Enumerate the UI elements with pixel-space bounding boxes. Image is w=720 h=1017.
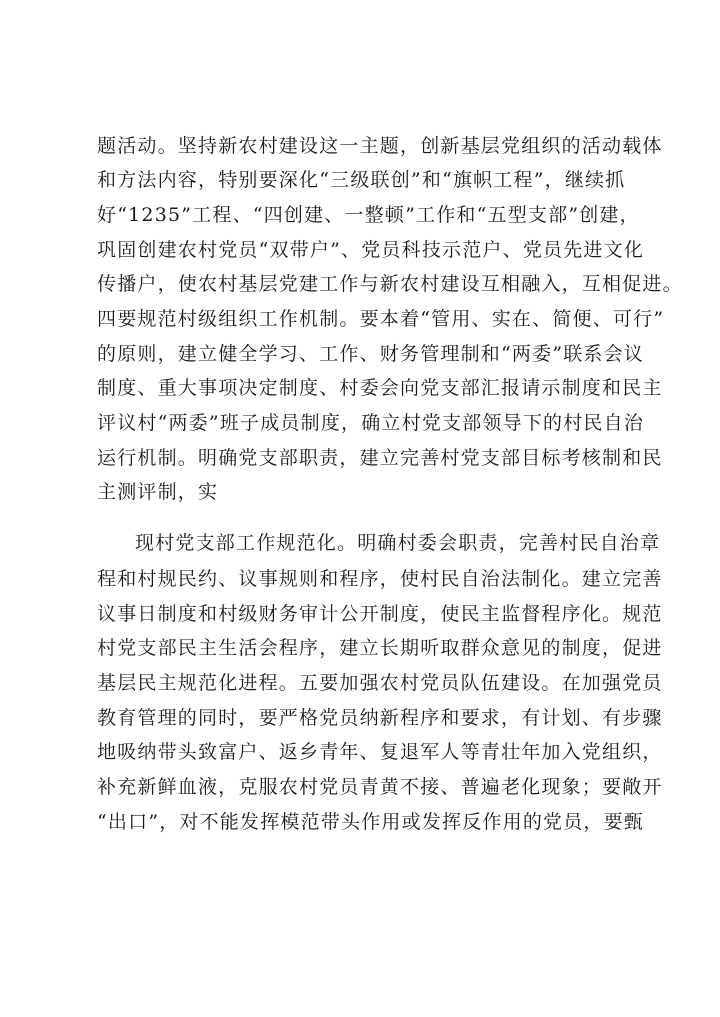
text-line: 地吸纳带头致富户、返乡青年、复退军人等青壮年加入党组织，: [97, 741, 663, 763]
text-line: “出口”，对不能发挥模范带头作用或发挥反作用的党员，要甄: [97, 811, 645, 833]
text-line: 好“1235”工程、“四创建、一整顿”工作和“五型支部”创建，: [97, 204, 640, 226]
text-line: 教育管理的同时，要严格党员纳新程序和要求，有计划、有步骤: [97, 707, 663, 729]
text-line: 基层民主规范化进程。五要加强农村党员队伍建设。在加强党员: [97, 672, 663, 694]
text-line: 巩固创建农村党员“双带户”、党员科技示范户、党员先进文化: [97, 239, 645, 261]
text-line: 题活动。坚持新农村建设这一主题，创新基层党组织的活动载体: [97, 135, 663, 157]
text-line: 补充新鲜血液，克服农村党员青黄不接、普遍老化现象；要敞开: [97, 776, 663, 798]
text-line: 制度、重大事项决定制度、村委会向党支部汇报请示制度和民主: [97, 377, 663, 399]
text-line: 评议村“两委”班子成员制度，确立村党支部领导下的村民自治: [97, 412, 645, 434]
text-line: 四要规范村级组织工作机制。要本着“管用、实在、简便、可行”: [97, 308, 665, 330]
text-line: 村党支部民主生活会程序，建立长期听取群众意见的制度，促进: [97, 637, 663, 659]
text-line: 的原则，建立健全学习、工作、财务管理制和“两委”联系会议: [97, 343, 645, 365]
text-line: 主测评制，实: [97, 481, 219, 503]
text-line: 议事日制度和村级财务审计公开制度，使民主监督程序化。规范: [97, 603, 663, 625]
paragraph-first-line: 现村党支部工作规范化。明确村委会职责，完善村民自治章: [135, 532, 661, 554]
text-line: 和方法内容，特别要深化“三级联创”和“旗帜工程”，继续抓: [97, 169, 626, 191]
text-line: 程和村规民约、议事规则和程序，使村民自治法制化。建立完善: [97, 568, 663, 590]
text-line: 传播户，使农村基层党建工作与新农村建设互相融入，互相促进。: [97, 273, 683, 295]
text-line: 运行机制。明确党支部职责，建立完善村党支部目标考核制和民: [97, 447, 663, 469]
